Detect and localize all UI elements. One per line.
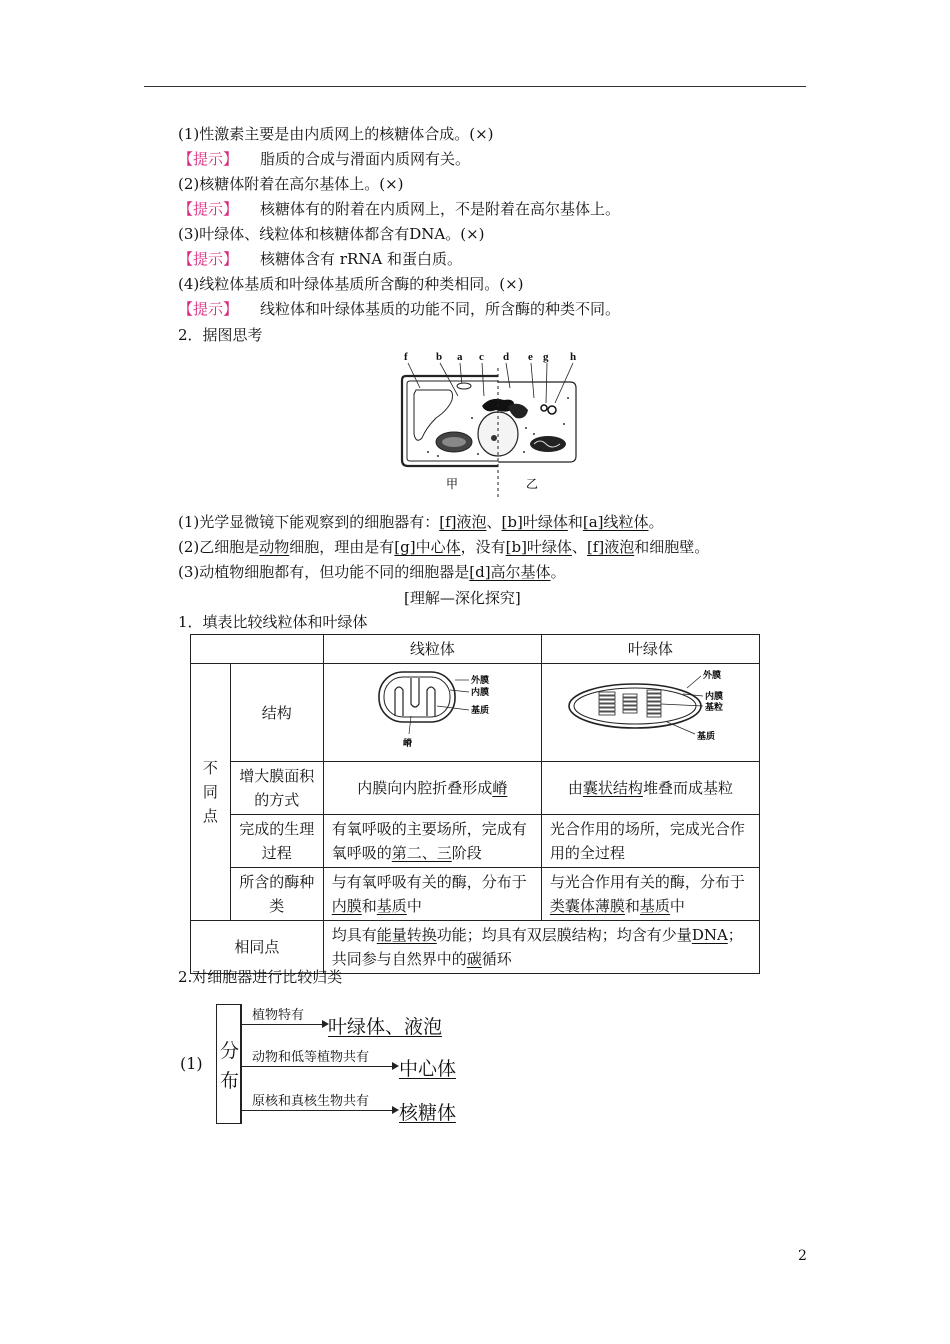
label-d: d: [503, 351, 510, 363]
svg-text:内膜: 内膜: [471, 688, 490, 698]
result-1: 叶绿体、液泡: [328, 1016, 443, 1038]
svg-text:外膜: 外膜: [703, 671, 722, 681]
chloroplast-diagram: [555, 666, 745, 752]
row-enzyme: 所含的酶种类: [230, 868, 323, 921]
question-4: (4)线粒体基质和叶绿体基质所含酶的种类相同。(×): [178, 275, 524, 293]
cell-diagram: [398, 348, 590, 500]
label-jia: 甲: [446, 477, 459, 491]
diff-label: 不同点: [191, 664, 231, 921]
area-chloro: 由囊状结构堆叠而成基粒: [541, 762, 759, 815]
hint-1: 【提示】 脂质的合成与滑面内质网有关。: [178, 150, 471, 168]
svg-text:基质: 基质: [471, 706, 490, 716]
svg-text:嵴: 嵴: [403, 739, 413, 749]
row-process: 完成的生理过程: [230, 815, 323, 868]
label-a: a: [457, 351, 463, 363]
label-e: e: [528, 351, 533, 363]
mitochondrion-diagram: [337, 666, 527, 752]
process-chloro: 光合作用的场所，完成光合作用的全过程: [541, 815, 759, 868]
answer-2: (2)乙细胞是动物细胞，理由是有[g]中心体，没有[b]叶绿体、[f]液泡和细胞壁。: [178, 538, 710, 556]
section-title: [理解—深化探究]: [404, 589, 521, 607]
hint-4: 【提示】 线粒体和叶绿体基质的功能不同，所含酶的种类不同。: [178, 300, 621, 318]
row-area: 增大膜面积的方式: [230, 762, 323, 815]
row-same: 相同点: [191, 921, 324, 974]
header-mitochondria: 线粒体: [323, 635, 541, 664]
hint-label: 【提示】: [178, 250, 239, 268]
hint-2: 【提示】 核糖体有的附着在内质网上，不是附着在高尔基体上。: [178, 200, 621, 218]
mito-structure-cell: [323, 664, 541, 762]
label-yi: 乙: [526, 477, 539, 491]
page-number: 2: [798, 1248, 807, 1264]
svg-text:外膜: 外膜: [471, 676, 490, 686]
answer-1: (1)光学显微镜下能观察到的细胞器有：[f]液泡、[b]叶绿体和[a]线粒体。: [178, 513, 664, 531]
enzyme-mito: 与有氧呼吸有关的酶，分布于内膜和基质中: [323, 868, 541, 921]
classification-diagram: (1) 分 布 植物特有 叶绿体、液泡 动物和低等植物共有 中心体 原核和真核生物共有 核糖体: [178, 1000, 478, 1130]
process-mito: 有氧呼吸的主要场所，完成有氧呼吸的第二、三阶段: [323, 815, 541, 868]
label-b: b: [436, 351, 443, 363]
diagram-number: (1): [180, 1054, 203, 1073]
answer-3: (3)动植物细胞都有，但功能不同的细胞器是[d]高尔基体。: [178, 563, 566, 581]
question-2: (2)核糖体附着在高尔基体上。(×): [178, 175, 404, 193]
svg-text:基粒: 基粒: [705, 703, 724, 713]
enzyme-chloro: 与光合作用有关的酶，分布于类囊体薄膜和基质中: [541, 868, 759, 921]
result-3: 核糖体: [399, 1102, 457, 1124]
same-points: 均具有能量转换功能；均具有双层膜结构；均含有少量DNA；共同参与自然界中的碳循环: [323, 921, 759, 974]
result-2: 中心体: [399, 1058, 457, 1080]
header-empty: [191, 635, 324, 664]
label-g: g: [543, 351, 549, 363]
bracket-box: [216, 1004, 240, 1124]
row-structure: 结构: [230, 664, 323, 762]
svg-text:基质: 基质: [697, 732, 716, 742]
hint-label: 【提示】: [178, 200, 239, 218]
arrow-label-3: 原核和真核生物共有: [252, 1094, 370, 1109]
hint-label: 【提示】: [178, 300, 239, 318]
arrow-label-2: 动物和低等植物共有: [252, 1050, 370, 1065]
section-2-heading: 2．据图思考: [178, 326, 263, 344]
arrow-label-1: 植物特有: [252, 1008, 305, 1023]
hint-3: 【提示】 核糖体含有 rRNA 和蛋白质。: [178, 250, 462, 268]
svg-text:内膜: 内膜: [705, 692, 724, 702]
comparison-table: [190, 634, 760, 974]
label-f: f: [404, 351, 408, 363]
question-1: (1)性激素主要是由内质网上的核糖体合成。(×): [178, 125, 494, 143]
hint-label: 【提示】: [178, 150, 239, 168]
chloro-structure-cell: [541, 664, 759, 762]
label-c: c: [479, 351, 484, 363]
question-3: (3)叶绿体、线粒体和核糖体都含有DNA。(×): [178, 225, 485, 243]
header-rule: [144, 86, 806, 87]
classify-heading: 2.对细胞器进行比较归类: [178, 968, 343, 986]
label-h: h: [570, 351, 577, 363]
header-chloroplast: 叶绿体: [541, 635, 759, 664]
table-heading: 1．填表比较线粒体和叶绿体: [178, 613, 368, 631]
area-mito: 内膜向内腔折叠形成嵴: [323, 762, 541, 815]
